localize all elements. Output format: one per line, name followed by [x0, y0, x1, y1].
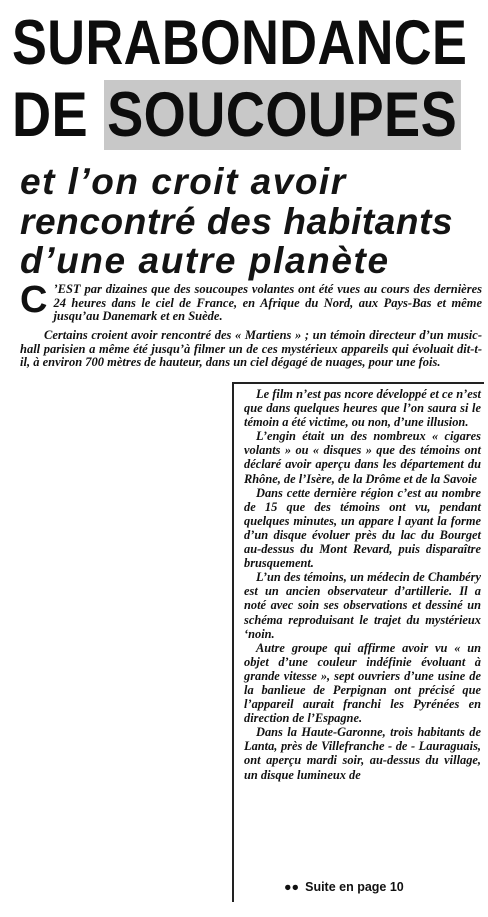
body-paragraph: Le film n’est pas ncore développé et ce n’est que dans quelques heures que l’on saura si le témoin a été victime, ou non, d’une illusion. [244, 387, 481, 430]
body-column [244, 387, 481, 782]
headline-word-de: DE [12, 80, 89, 150]
headline-word-soucoupes: SOUCOUPES [104, 80, 461, 150]
body-paragraph: L’engin était un des nombreux « cigares volants » ou « disques » que des témoins ont déclaré avoir aperçu dans les département du Rhône, de l’Isère, de la Drôme et de la Savoie [244, 429, 481, 486]
subheadline-line-3: d’une autre planète [20, 240, 390, 281]
subheadline-line-2: rencontré des habitants [20, 201, 454, 242]
lead-paragraph [20, 279, 482, 324]
column-rule-vertical [232, 382, 234, 902]
body-paragraph: Dans cette dernière région c’est au nombre de 15 que des témoins ont vu, pendant quelques minutes, un appare l ayant la forme d’un disque évoluer près du lac du Bourget au-dessus du Mont Revard, puis disparaître brusquement. [244, 485, 481, 571]
headline-line-2 [12, 80, 458, 150]
continuation-note [284, 880, 484, 894]
headline-line-1: SURABONDANCE [12, 8, 468, 78]
body-paragraph: Dans la Haute-Garonne, trois habitants de Lanta, près de Villefranche - de - Lauraguais, ont aperçu mardi soir, au-dessus du village, un disque lumineux de [244, 725, 481, 782]
column-rule-horizontal [232, 382, 484, 384]
continuation-text: Suite en page 10 [305, 880, 404, 894]
subheadline-line-1: et l’on croit avoir [20, 161, 347, 202]
drop-cap: C [20, 279, 48, 321]
lead-paragraph-2: Certains croient avoir rencontré des « Martiens » ; un témoin directeur d’un music-hall parisien a même été jusqu’à filmer un de ces mystérieux appareils qui évoluait dit-t-il, à environ 700 mètres de hauteur, dans un ciel dégagé de nuages, pour une fois. [20, 328, 482, 370]
body-paragraph: Autre groupe qui affirme avoir vu « un objet d’une couleur indéfinie évoluant à grande vitesse », sept ouvriers d’une usine de la banlieue de Perpignan ont précisé que l’appareil aurait franchi les Pyrénées en direction de l’Espagne. [244, 640, 481, 726]
lead-text: ’EST par dizaines que des soucoupes volantes ont été vues au cours des dernières 24 heures dans le ciel de France, en Afrique du Nord, aux Pays-Bas et même jusqu’au Danemark et en Suède. [53, 282, 482, 324]
bullet-arrows-icon: ●● [284, 880, 300, 894]
body-paragraph: L’un des témoins, un médecin de Chambéry est un ancien observateur d’artillerie. Il a noté avec soin ses observations et dessiné un schéma reproduisant le trajet du mystérieux ‘noin. [244, 570, 481, 641]
